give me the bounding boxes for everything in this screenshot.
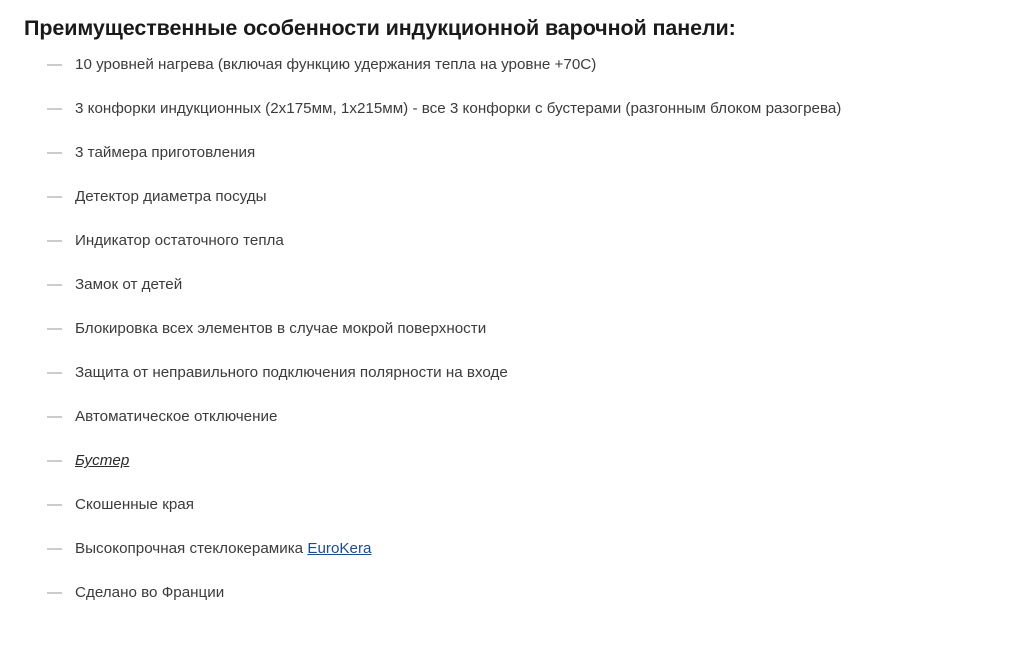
feature-list [24,54,993,604]
list-item-text [75,450,895,472]
list-item [47,362,993,384]
list-item [47,98,993,120]
list-item-label: 3 таймера приготовления [75,143,256,161]
list-item-label: Скошенные края [75,496,194,514]
dash-bullet-icon: — [47,320,62,338]
dash-bullet-icon: — [47,452,62,470]
list-item-label: Индикатор остаточного тепла [75,232,284,249]
dash-bullet-icon: — [47,496,62,514]
dash-bullet-icon: — [47,584,62,602]
list-item-label: Автоматическое отключение [75,408,278,426]
dash-bullet-icon: — [47,232,62,249]
booster-link[interactable]: Бустер [75,452,130,470]
list-item-text [75,538,895,560]
list-item-label: Высокопрочная стеклокерамика [75,540,308,558]
list-item-label: Замок от детей [75,276,183,294]
list-item-label: 10 уровней нагрева (включая функцию удержания тепла на уровне +70С) [75,55,597,73]
list-item [47,318,993,340]
list-item [47,450,993,472]
eurokera-link[interactable]: EuroKera [307,540,372,558]
list-item [47,582,993,604]
dash-bullet-icon: — [47,55,62,73]
list-item [47,230,993,252]
list-item [47,142,993,164]
list-item [47,406,993,428]
list-item [47,274,993,296]
list-item-label: Блокировка всех элементов в случае мокрой поверхности [75,320,487,338]
list-item-label: 3 конфорки индукционных (2х175мм, 1х215мм) - все 3 конфорки с бустерами (разгонным блоком разогрева) [75,99,842,117]
list-item-label: Сделано во Франции [75,584,225,602]
dash-bullet-icon: — [47,364,62,382]
dash-bullet-icon: — [47,99,62,117]
list-item [47,538,993,560]
list-item [47,54,993,76]
dash-bullet-icon: — [47,143,62,161]
list-item [47,186,993,208]
list-item-label: Защита от неправильного подключения полярности на входе [75,364,508,382]
list-item [47,494,993,516]
dash-bullet-icon: — [47,187,62,205]
dash-bullet-icon: — [47,540,62,558]
dash-bullet-icon: — [47,276,62,294]
page-title: Преимущественные особенности индукционной варочной панели: [24,16,736,40]
list-item-label: Детектор диаметра посуды [75,187,267,205]
dash-bullet-icon: — [47,408,62,426]
